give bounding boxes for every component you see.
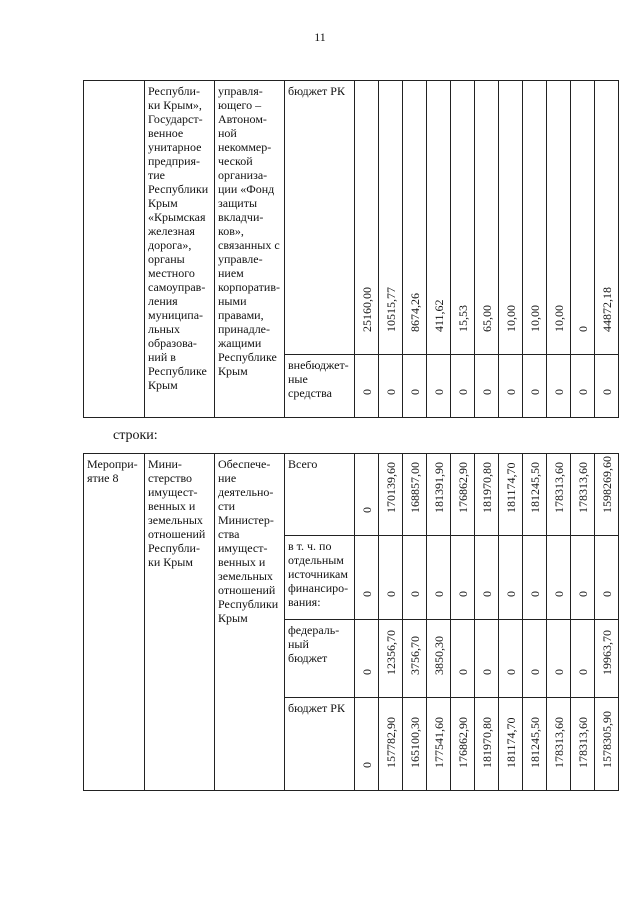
- value-cell: [595, 620, 619, 698]
- value-cell: [547, 355, 571, 418]
- value-cell: [571, 620, 595, 698]
- value: 0: [503, 389, 518, 395]
- value-cell: [403, 355, 427, 418]
- value-cell: [355, 454, 379, 536]
- value: 181970,80: [479, 717, 494, 768]
- value-cell: [475, 454, 499, 536]
- value-cell: [595, 698, 619, 791]
- value: 181391,90: [431, 462, 446, 513]
- value: 10,00: [551, 305, 566, 332]
- value: 411,62: [431, 299, 446, 332]
- value-cell: [499, 698, 523, 791]
- value: 0: [455, 591, 470, 597]
- value-cell: [475, 536, 499, 620]
- value: 0: [575, 389, 590, 395]
- value-cell: [427, 355, 451, 418]
- value-cell: [499, 454, 523, 536]
- source-cell: бюджет РК: [285, 698, 355, 791]
- value: 0: [479, 591, 494, 597]
- value: 178313,60: [575, 717, 590, 768]
- value: 0: [455, 669, 470, 675]
- value: 3850,30: [431, 636, 446, 675]
- source-cell: в т. ч. по отдельным источникам финансиро- вания:: [285, 536, 355, 620]
- col-executor-cell: Республи- ки Крым», Государст- венное унитарное предприя- тие Республики Крым «Крымская железная дорога», органы местного самоуправ- ления муниципа- льных образова- ний в Республике Крым: [145, 81, 215, 418]
- value: 0: [551, 591, 566, 597]
- value: 0: [575, 326, 590, 332]
- value-cell: [595, 355, 619, 418]
- value: 0: [359, 389, 374, 395]
- value: 12356,70: [383, 630, 398, 675]
- value-cell: [355, 620, 379, 698]
- table-bottom: [83, 453, 619, 791]
- value: 0: [575, 669, 590, 675]
- value-cell: [379, 698, 403, 791]
- value: 181245,50: [527, 717, 542, 768]
- col-goal-cell: управля- ющего – Автоном- ной некоммер- ческой организа- ции «Фонд защиты вкладчи- ков», связанных с управле- нием корпоратив- ными правами, принадле- жащими Республике Крым: [215, 81, 285, 418]
- value: 0: [431, 591, 446, 597]
- value-cell: [427, 536, 451, 620]
- value: 0: [359, 669, 374, 675]
- value-cell: [451, 355, 475, 418]
- value-cell: [355, 355, 379, 418]
- value: 0: [503, 669, 518, 675]
- value-cell: [547, 536, 571, 620]
- col-event-cell: Меропри- ятие 8: [84, 454, 145, 791]
- value-cell: [451, 536, 475, 620]
- value-cell: [451, 620, 475, 698]
- value-cell: [595, 536, 619, 620]
- value: 0: [407, 591, 422, 597]
- value-cell: [571, 81, 595, 355]
- source-cell: федераль- ный бюджет: [285, 620, 355, 698]
- col-event-cell: [84, 81, 145, 418]
- value-cell: [427, 454, 451, 536]
- value: 0: [551, 389, 566, 395]
- value: 25160,00: [359, 287, 374, 332]
- value-cell: [571, 536, 595, 620]
- col-executor-cell: Мини- стерство имущест- венных и земельных отношений Республи- ки Крым: [145, 454, 215, 791]
- value: 0: [455, 389, 470, 395]
- value-cell: [571, 355, 595, 418]
- value-cell: [523, 355, 547, 418]
- value-cell: [403, 81, 427, 355]
- value-cell: [571, 454, 595, 536]
- value: 0: [407, 389, 422, 395]
- value: 178313,60: [551, 462, 566, 513]
- value-cell: [427, 698, 451, 791]
- caption-text: строки:: [113, 428, 158, 443]
- value-cell: [427, 620, 451, 698]
- value: 170139,60: [383, 462, 398, 513]
- value: 181174,70: [503, 462, 518, 513]
- value-cell: [403, 698, 427, 791]
- value-cell: [451, 454, 475, 536]
- value-cell: [475, 81, 499, 355]
- value: 0: [503, 591, 518, 597]
- value: 10515,77: [383, 287, 398, 332]
- value: 181245,50: [527, 462, 542, 513]
- source-cell: бюджет РК: [285, 81, 355, 355]
- value: 0: [527, 669, 542, 675]
- value: 44872,18: [599, 287, 614, 332]
- value: 0: [599, 389, 614, 395]
- value-cell: [499, 81, 523, 355]
- value: 178313,60: [575, 462, 590, 513]
- value: 0: [599, 591, 614, 597]
- value: 0: [383, 591, 398, 597]
- value: 0: [383, 389, 398, 395]
- value-cell: [475, 620, 499, 698]
- value-cell: [355, 698, 379, 791]
- value-cell: [547, 620, 571, 698]
- col-goal-cell: Обеспече- ние деятельно- сти Министер- ства имущест- венных и земельных отношений Республики Крым: [215, 454, 285, 791]
- value: 176862,90: [455, 717, 470, 768]
- value-cell: [427, 81, 451, 355]
- value: 165100,30: [407, 717, 422, 768]
- value: 168857,00: [407, 462, 422, 513]
- value: 0: [527, 591, 542, 597]
- value-cell: [379, 454, 403, 536]
- value: 1578305,90: [599, 711, 614, 768]
- table-top: [83, 80, 619, 418]
- value-cell: [379, 355, 403, 418]
- value: 181174,70: [503, 717, 518, 768]
- table-row: [84, 81, 619, 355]
- table-row: [84, 454, 619, 536]
- value: 1598269,60: [599, 456, 614, 513]
- value-cell: [595, 454, 619, 536]
- value: 0: [551, 669, 566, 675]
- page-number: 11: [314, 30, 326, 44]
- value: 10,00: [503, 305, 518, 332]
- value: 15,53: [455, 305, 470, 332]
- value-cell: [523, 454, 547, 536]
- value-cell: [475, 355, 499, 418]
- value: 0: [359, 591, 374, 597]
- value: 0: [479, 389, 494, 395]
- value: 65,00: [479, 305, 494, 332]
- value-cell: [379, 620, 403, 698]
- value: 178313,60: [551, 717, 566, 768]
- value-cell: [523, 620, 547, 698]
- value-cell: [403, 536, 427, 620]
- value: 177541,60: [431, 717, 446, 768]
- value-cell: [355, 536, 379, 620]
- value-cell: [571, 698, 595, 791]
- value: 0: [359, 507, 374, 513]
- value: 0: [431, 389, 446, 395]
- value-cell: [403, 454, 427, 536]
- value-cell: [451, 81, 475, 355]
- source-cell: внебюджет- ные средства: [285, 355, 355, 418]
- source-cell: Всего: [285, 454, 355, 536]
- value-cell: [451, 698, 475, 791]
- value: 8674,26: [407, 293, 422, 332]
- value-cell: [523, 81, 547, 355]
- value-cell: [595, 81, 619, 355]
- value-cell: [523, 536, 547, 620]
- value: 181970,80: [479, 462, 494, 513]
- value: 10,00: [527, 305, 542, 332]
- value-cell: [547, 698, 571, 791]
- value-cell: [355, 81, 379, 355]
- value-cell: [475, 698, 499, 791]
- value-cell: [403, 620, 427, 698]
- value: 0: [359, 762, 374, 768]
- value: 0: [527, 389, 542, 395]
- value-cell: [379, 536, 403, 620]
- value: 176862,90: [455, 462, 470, 513]
- value-cell: [499, 355, 523, 418]
- value: 19963,70: [599, 630, 614, 675]
- value-cell: [499, 620, 523, 698]
- value-cell: [379, 81, 403, 355]
- value: 0: [575, 591, 590, 597]
- value-cell: [547, 454, 571, 536]
- value-cell: [499, 536, 523, 620]
- value: 0: [479, 669, 494, 675]
- value: 157782,90: [383, 717, 398, 768]
- value-cell: [523, 698, 547, 791]
- value-cell: [547, 81, 571, 355]
- value: 3756,70: [407, 636, 422, 675]
